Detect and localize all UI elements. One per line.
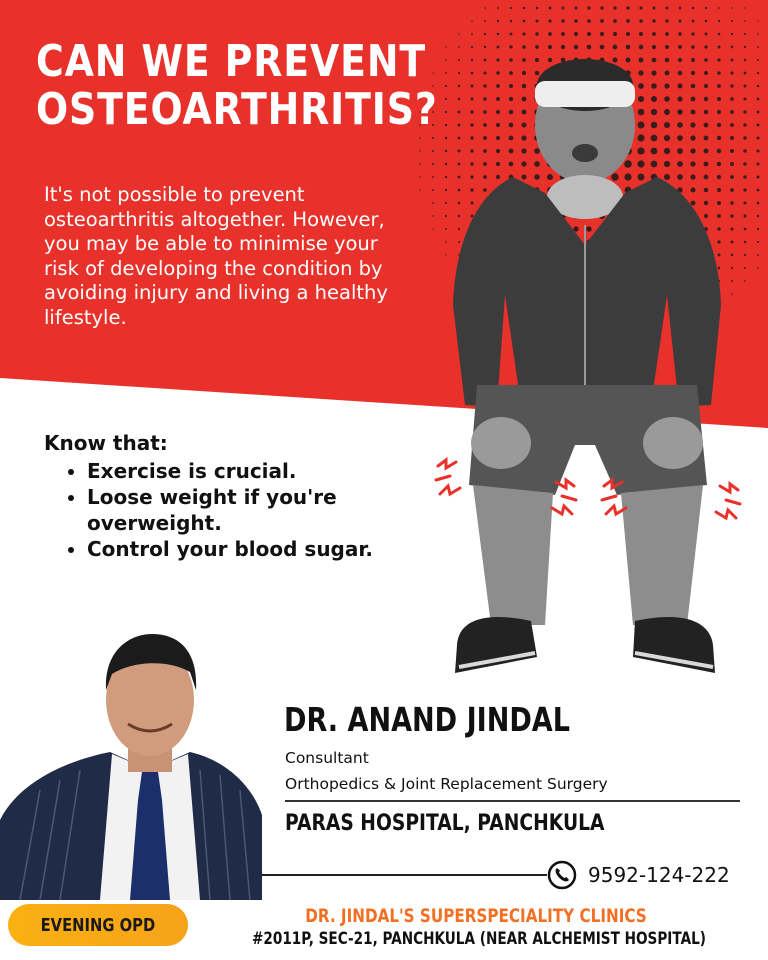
halftone-dot — [757, 98, 760, 101]
halftone-dot — [432, 202, 434, 204]
halftone-dot — [757, 46, 759, 48]
halftone-dot — [678, 32, 681, 35]
halftone-dot — [757, 215, 759, 217]
halftone-dot — [665, 19, 668, 22]
halftone-dot — [757, 228, 759, 230]
halftone-dot — [574, 19, 578, 23]
doctor-photo — [0, 620, 262, 900]
halftone-dot — [757, 267, 758, 268]
halftone-dot — [613, 32, 617, 36]
halftone-dot — [497, 20, 499, 22]
phone-divider — [262, 874, 547, 876]
halftone-dot — [652, 32, 656, 36]
halftone-dot — [600, 6, 603, 9]
evening-opd-label: EVENING OPD — [40, 914, 156, 936]
halftone-dot — [587, 6, 590, 9]
halftone-dot — [510, 33, 513, 36]
halftone-dot — [548, 19, 551, 22]
halftone-dot — [757, 254, 759, 256]
halftone-dot — [548, 32, 552, 36]
halftone-dot — [535, 32, 538, 35]
halftone-dot — [678, 19, 681, 22]
halftone-dot — [639, 19, 643, 23]
halftone-dot — [510, 20, 512, 22]
tip-item: • Control your blood sugar. — [87, 536, 384, 562]
halftone-dot — [484, 20, 486, 22]
halftone-dot — [562, 7, 565, 10]
halftone-dot — [432, 176, 434, 178]
halftone-dot — [757, 33, 759, 35]
halftone-dot — [432, 228, 433, 229]
halftone-dot — [432, 215, 434, 217]
headline — [36, 38, 438, 134]
halftone-dot — [484, 33, 486, 35]
halftone-dot — [432, 163, 434, 165]
halftone-dot — [419, 176, 420, 177]
halftone-dot — [757, 85, 760, 88]
knee-pain-person-photo — [435, 45, 745, 695]
tips-block — [44, 430, 384, 562]
halftone-dot — [718, 33, 721, 36]
halftone-dot — [705, 33, 708, 36]
intro-paragraph: It's not possible to prevent osteoarthritis altogether. However, you may be able to minimise your risk of developing the condition by avoiding injury and living a healthy lifestyle. — [44, 183, 388, 329]
halftone-dot — [587, 32, 591, 36]
halftone-dot — [705, 7, 707, 9]
halftone-dot — [497, 33, 500, 36]
tip-item: • Exercise is crucial. — [87, 458, 384, 484]
halftone-dot — [757, 176, 760, 179]
pain-burst-icon — [434, 456, 464, 500]
halftone-dot — [626, 19, 630, 23]
halftone-dot — [613, 6, 616, 9]
halftone-dot — [744, 20, 746, 22]
halftone-dot — [574, 32, 578, 36]
halftone-dot — [744, 7, 745, 8]
halftone-dot — [652, 19, 655, 22]
pain-burst-icon — [600, 476, 630, 520]
pain-burst-icon — [712, 480, 742, 524]
halftone-dot — [666, 7, 669, 10]
phone-number[interactable]: 9592-124-222 — [588, 863, 730, 887]
tip-item: • Loose weight if you're overweight. — [87, 484, 384, 536]
doctor-role — [285, 745, 608, 797]
halftone-dot — [639, 32, 643, 36]
halftone-dot — [757, 124, 760, 127]
halftone-dot — [626, 32, 630, 36]
halftone-dot — [497, 7, 499, 9]
halftone-dot — [653, 7, 656, 10]
clinic-name: DR. JINDAL'S SUPERSPECIALITY CLINICS — [305, 905, 647, 927]
halftone-dot — [731, 20, 733, 22]
halftone-dot — [536, 7, 539, 10]
halftone-dot — [757, 137, 760, 140]
halftone-dot — [432, 150, 434, 152]
halftone-dot — [561, 32, 565, 36]
halftone-dot — [665, 32, 669, 36]
pain-burst-icon — [548, 476, 578, 520]
halftone-dot — [718, 7, 720, 9]
halftone-dot — [731, 7, 733, 9]
clinic-address: #2011P, SEC-21, PANCHKULA (NEAR ALCHEMIST HOSPITAL) — [252, 929, 706, 949]
halftone-dot — [419, 189, 420, 190]
doctor-name: DR. ANAND JINDAL — [284, 700, 571, 739]
halftone-dot — [757, 189, 760, 192]
halftone-dot — [731, 33, 733, 35]
halftone-dot — [705, 20, 708, 23]
halftone-dot — [757, 163, 760, 166]
halftone-dot — [471, 33, 473, 35]
halftone-dot — [757, 20, 758, 21]
halftone-dot — [510, 7, 512, 9]
tips-title: Know that: — [44, 431, 168, 455]
halftone-dot — [692, 7, 694, 9]
halftone-dot — [574, 6, 577, 9]
halftone-dot — [744, 33, 746, 35]
halftone-dot — [419, 150, 420, 151]
halftone-dot — [613, 19, 617, 23]
halftone-dot — [757, 202, 760, 205]
halftone-dot — [626, 6, 629, 9]
halftone-dot — [691, 32, 694, 35]
halftone-dot — [718, 20, 720, 22]
halftone-dot — [458, 33, 459, 34]
divider — [285, 800, 740, 802]
halftone-dot — [523, 7, 525, 9]
halftone-dot — [757, 150, 760, 153]
halftone-dot — [536, 20, 539, 23]
halftone-dot — [432, 137, 434, 139]
halftone-dot — [600, 32, 604, 36]
halftone-dot — [757, 72, 759, 74]
halftone-dot — [432, 189, 434, 191]
halftone-dot — [484, 7, 486, 9]
tips-list — [44, 458, 384, 562]
halftone-dot — [757, 59, 759, 61]
clinic-info — [196, 904, 756, 950]
halftone-dot — [692, 20, 695, 23]
halftone-dot — [419, 137, 420, 138]
doctor-role-line-1: Consultant — [285, 749, 369, 767]
hospital-name: PARAS HOSPITAL, PANCHKULA — [285, 811, 605, 836]
halftone-dot — [522, 32, 525, 35]
halftone-dot — [561, 19, 564, 22]
halftone-dot — [523, 20, 526, 23]
halftone-dot — [639, 6, 642, 9]
halftone-dot — [419, 163, 420, 164]
halftone-dot — [587, 19, 591, 23]
evening-opd-badge — [8, 904, 188, 946]
headline-line-2: OSTEOARTHRITIS? — [36, 84, 438, 135]
headline-line-1: CAN WE PREVENT — [36, 36, 427, 87]
halftone-dot — [679, 7, 682, 10]
phone-icon — [547, 860, 577, 890]
doctor-role-line-2: Orthopedics & Joint Replacement Surgery — [285, 775, 608, 793]
halftone-dot — [549, 7, 552, 10]
halftone-dot — [600, 19, 604, 23]
halftone-dot — [471, 20, 473, 22]
halftone-dot — [757, 111, 760, 114]
halftone-dot — [757, 241, 759, 243]
